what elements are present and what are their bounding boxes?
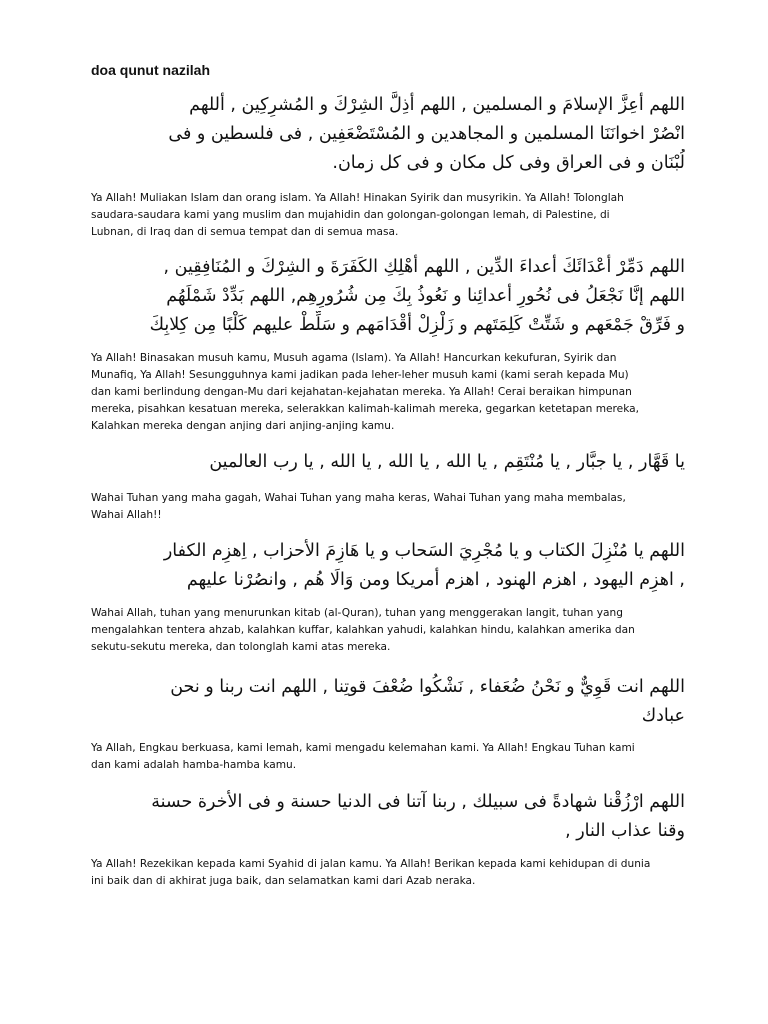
arabic-line: اللهم يا مُنْزِلَ الكتاب و يا مُجْرِيَ السَحاب و يا هَازِمَ الأحزاب , اِهزِم الكفار (163, 541, 685, 561)
arabic-line: انْصُرْ اخوانَنَا المسلمين و المجاهدين و المُسْتَضْعَفِين , فى فلسطين و فى (168, 124, 685, 144)
arabic-line: لُبْنَان و فى العراق وفى كل مكان و فى كل زمان. (332, 153, 685, 173)
arabic-line: و فَرِّقْ جَمْعَهم و شَتِّتْ كَلِمَتَهم و زَلْزِلْ أقْدَامَهم و سَلِّطْ عليهم كَلْبًا مِن كِلابِكَ (149, 315, 685, 335)
translation-line: saudara-saudara kami yang muslim dan mujahidin dan golongan-golongan lemah, di Palestine, di (91, 209, 610, 221)
arabic-line: اللهم إنَّا نَجْعَلُ فى نُحُورِ أعدائِنا و نَعُوذُ بِكَ مِن شُرُورِهِم, اللهم بَدِّدْ شَمْلَهُم (166, 286, 685, 306)
translation-line: Wahai Allah!! (91, 509, 162, 521)
arabic-line: عبادك (641, 706, 685, 726)
translation-line: Ya Allah! Muliakan Islam dan orang islam. Ya Allah! Hinakan Syirik dan musyrikin. Ya Allah! Tolonglah (91, 192, 624, 204)
translation-line: Ya Allah! Binasakan musuh kamu, Musuh agama (Islam). Ya Allah! Hancurkan kekufuran, Syirik dan (91, 352, 617, 364)
translation-line: Kalahkan mereka dengan anjing dari anjing-anjing kamu. (91, 420, 395, 432)
translation-6 (91, 856, 691, 890)
translation-line: Lubnan, di Iraq dan di semua tempat dan di semua masa. (91, 226, 399, 238)
translation-line: dan kami berlindung dengan-Mu dari kejahatan-kejahatan mereka. Ya Allah! Cerai beraikan himpunan (91, 386, 632, 398)
arabic-line: وقنا عذاب النار , (565, 821, 685, 841)
translation-line: mengalahkan tentera ahzab, kalahkan kuffar, kalahkan yahudi, kalahkan hindu, kalahkan amerika dan (91, 624, 635, 636)
arabic-prayer-3 (91, 448, 685, 477)
document-title: doa qunut nazilah (91, 62, 210, 78)
translation-line: Munafiq, Ya Allah! Sesungguhnya kami jadikan pada leher-leher musuh kami (kami serah kepada Mu) (91, 369, 629, 381)
translation-line: ini baik dan di akhirat juga baik, dan selamatkan kami dari Azab neraka. (91, 875, 476, 887)
translation-line: dan kami adalah hamba-hamba kamu. (91, 759, 297, 771)
arabic-line: اللهم انت قَوِيٌّ و نَحْنُ ضُعَفاء , نَشْكُوا ضُعْفَ قوتِنا , اللهم انت ربنا و نحن (170, 677, 685, 697)
translation-1 (91, 190, 691, 241)
arabic-line: اللهم دَمِّرْ أعْدَائَكَ أعداءَ الدِّين , اللهم أهْلِكِ الكَفَرَةَ و الشِرْكَ و المُنَافِقِين , (163, 257, 685, 277)
translation-2 (91, 350, 691, 435)
translation-line: Ya Allah! Rezekikan kepada kami Syahid di jalan kamu. Ya Allah! Berikan kepada kami kehidupan di dunia (91, 858, 651, 870)
arabic-line: يا قَهَّار , يا جبَّار , يا مُنْتَقِم , يا الله , يا الله , يا الله , يا رب العالمين (209, 452, 685, 472)
translation-5 (91, 740, 691, 774)
translation-line: Wahai Allah, tuhan yang menurunkan kitab (al-Quran), tuhan yang menggerakan langit, tuhan yang (91, 607, 623, 619)
translation-line: Ya Allah, Engkau berkuasa, kami lemah, kami mengadu kelemahan kami. Ya Allah! Engkau Tuhan kami (91, 742, 635, 754)
arabic-prayer-4 (91, 537, 685, 595)
arabic-line: , اهزِم اليهود , اهزم الهنود , اهزم أمريكا ومن وَالَا هُم , وانصُرْنا عليهم (186, 570, 685, 590)
arabic-line: اللهم ارْزُقْنا شهادةً فى سبيلك , ربنا آتنا فى الدنيا حسنة و فى الأخرة حسنة (151, 792, 685, 812)
arabic-prayer-1 (91, 91, 685, 178)
translation-4 (91, 605, 691, 656)
translation-3 (91, 490, 691, 524)
translation-line: sekutu-sekutu mereka, dan tolonglah kami atas mereka. (91, 641, 391, 653)
arabic-line: اللهم أعِزَّ الإسلامَ و المسلمين , اللهم أذِلَّ الشِرْكَ و المُشرِكِين , أللهم (189, 95, 685, 115)
arabic-prayer-5 (91, 673, 685, 731)
arabic-prayer-2 (91, 253, 685, 340)
arabic-prayer-6 (91, 788, 685, 846)
translation-line: mereka, pisahkan kesatuan mereka, selerakkan kalimah-kalimah mereka, gegarkan ketetapan mereka, (91, 403, 640, 415)
translation-line: Wahai Tuhan yang maha gagah, Wahai Tuhan yang maha keras, Wahai Tuhan yang maha membalas, (91, 492, 626, 504)
